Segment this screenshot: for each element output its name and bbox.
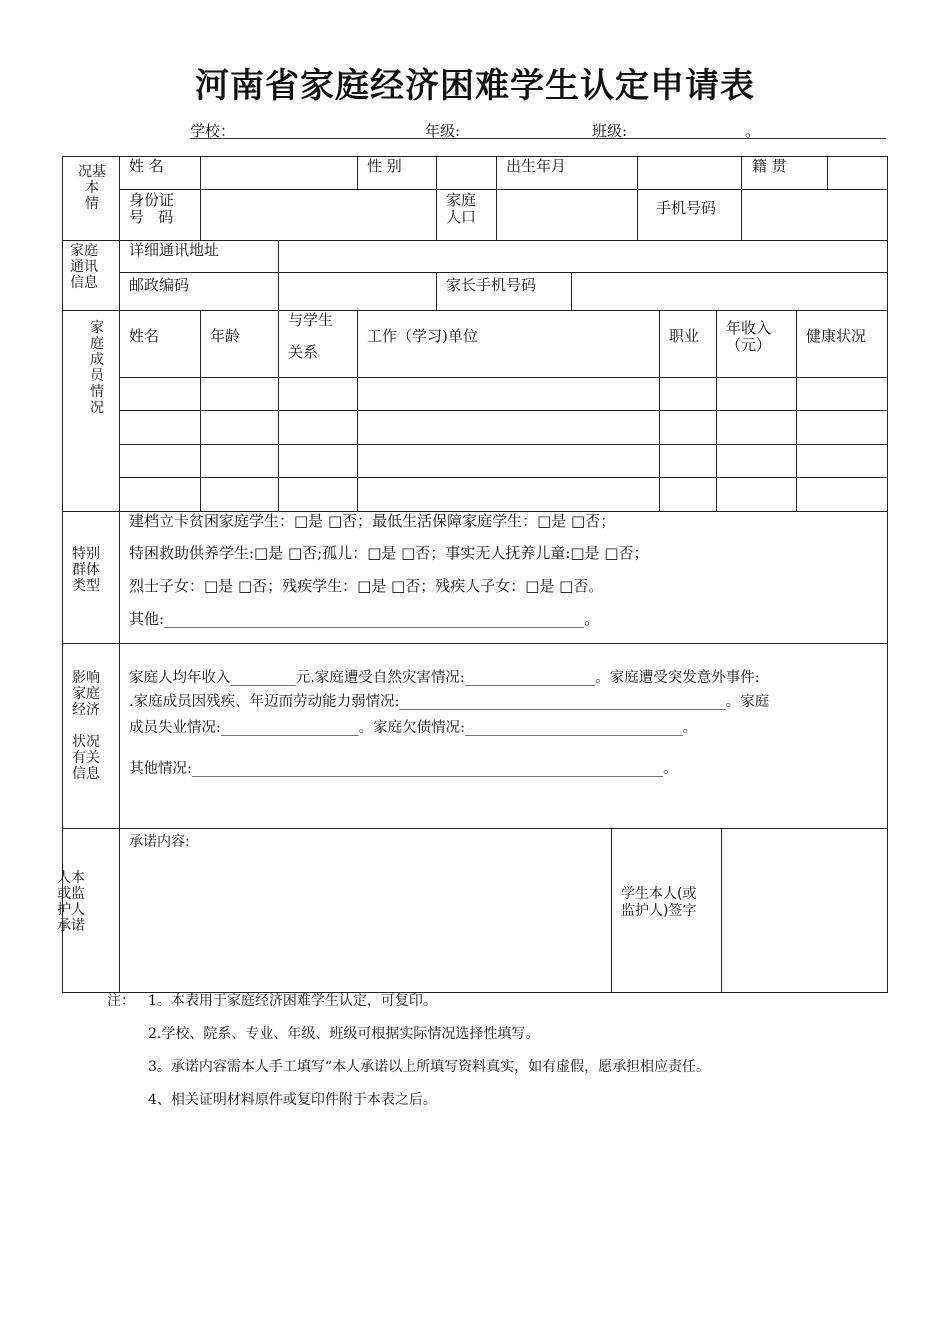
economic-line-3: 成员失业情况:___________________。家庭欠债情况:______________________________。 <box>129 720 698 736</box>
special-other-blank: ________________________________________________________ <box>164 610 585 628</box>
contact-address-label: 详细通讯地址 <box>129 241 220 259</box>
economic-line-4: 其他情况:_________________________________________________________________。 <box>129 761 678 777</box>
special-line-2: 特困救助供养学生:□是 □否;孤儿：□是 □否；事实无人抚养儿童:□是 □否； <box>129 544 649 562</box>
family-header-relation: 与学生 关系 <box>288 311 334 361</box>
special-line-4 <box>129 611 599 628</box>
family-header-age: 年龄 <box>210 327 241 345</box>
promise-sign-label: 学生本人(或 监护人)签字 <box>621 886 697 919</box>
family-header-health: 健康状况 <box>806 327 867 345</box>
section-special-label: 特别 群体 类型 <box>72 546 100 594</box>
family-header-income: 年收入 （元） <box>726 319 772 354</box>
section-contact-label: 家庭 通讯 信息 <box>70 243 98 291</box>
special-line-3: 烈士子女：□是 □否；残疾学生：□是 □否；残疾人子女：□是 □否。 <box>129 577 604 595</box>
basic-gender-label: 性 别 <box>367 157 402 175</box>
class-label: 班级: <box>592 122 628 140</box>
section-economic-label: 影响 家庭 经济 状况 有关 信息 <box>72 670 100 782</box>
grade-label: 年级: <box>425 122 461 140</box>
basic-household-label: 家庭 人口 <box>446 191 477 226</box>
basic-phone-label: 手机号码 <box>656 199 717 217</box>
header-end-mark: 。 <box>745 122 761 140</box>
basic-birth-label: 出生年月 <box>506 157 567 175</box>
basic-name-label: 姓 名 <box>129 157 164 175</box>
special-other-end: 。 <box>584 610 600 628</box>
section-promise-label: 人本 或监 护人 承诺 <box>57 870 85 934</box>
family-header-unit: 工作（学习)单位 <box>367 327 478 345</box>
note-item-2: 2.学校、院系、专业、年级、班级可根据实际情况选择性填写。 <box>148 1026 540 1042</box>
school-label: 学校： <box>190 122 236 140</box>
economic-line-1: 家庭人均年收入_________元.家庭遭受自然灾害情况:__________________。家庭遭受突发意外事件: <box>129 670 760 686</box>
basic-native-label: 籍 贯 <box>752 157 787 175</box>
section-basic-label: 况基 本 情 <box>78 164 106 212</box>
basic-id-label: 身份证 号 码 <box>129 191 175 226</box>
contact-parent-phone-label: 家长手机号码 <box>446 276 537 294</box>
note-item-3: 3。承诺内容需本人手工填写“本人承诺以上所填写资料真实，如有虚假，愿承担相应责任。 <box>148 1059 711 1075</box>
family-header-occupation: 职业 <box>669 327 700 345</box>
economic-line-2: .家庭成员因残疾、年迈而劳动能力弱情况:_____________________________________________。家庭 <box>129 694 770 710</box>
contact-postcode-label: 邮政编码 <box>129 276 190 294</box>
note-item-4: 4、相关证明材料原件或复印件附于本表之后。 <box>148 1092 437 1108</box>
notes-prefix: 注： <box>107 993 135 1009</box>
promise-content-label: 承诺内容: <box>129 834 190 850</box>
special-other-label: 其他: <box>129 610 165 628</box>
special-line-1: 建档立卡贫困家庭学生：□是 □否；最低生活保障家庭学生：□是 □否； <box>129 512 616 530</box>
family-header-name: 姓名 <box>129 327 160 345</box>
page-title: 河南省家庭经济困难学生认定申请表 <box>195 66 755 106</box>
note-item-1: 1。本表用于家庭经济困难学生认定，可复印。 <box>148 993 437 1009</box>
section-family-label: 家 庭 成 员 情 况 <box>90 320 104 416</box>
